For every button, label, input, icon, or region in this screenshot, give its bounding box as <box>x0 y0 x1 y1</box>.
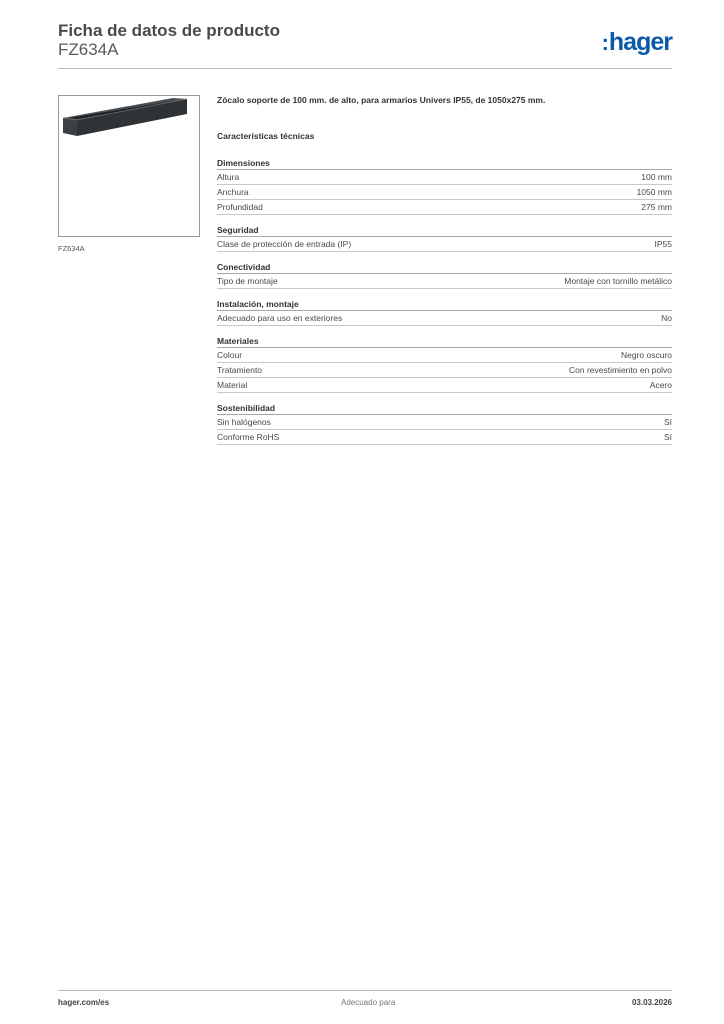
spec-label: Tratamiento <box>217 365 263 375</box>
section-title: Dimensiones <box>217 157 672 170</box>
spec-label: Clase de protección de entrada (IP) <box>217 239 352 249</box>
spec-row <box>217 200 672 215</box>
spec-value: No <box>661 313 672 323</box>
spec-row <box>217 363 672 378</box>
spec-label: Conforme RoHS <box>217 432 280 442</box>
spec-row <box>217 170 672 185</box>
product-description: Zócalo soporte de 100 mm. de alto, para armarios Univers IP55, de 1050x275 mm. <box>217 95 546 105</box>
spec-section <box>217 261 672 289</box>
spec-label: Anchura <box>217 187 249 197</box>
spec-value: Sí <box>663 432 672 442</box>
spec-value: 100 mm <box>641 172 672 182</box>
spec-row <box>217 237 672 252</box>
section-title: Instalación, montaje <box>217 298 672 311</box>
page-title: Ficha de datos de producto <box>58 21 280 40</box>
spec-value: 1050 mm <box>636 187 672 197</box>
section-title: Conectividad <box>217 261 672 274</box>
spec-label: Tipo de montaje <box>217 276 278 286</box>
spec-label: Profundidad <box>217 202 263 212</box>
spec-section <box>217 402 672 445</box>
spec-label: Colour <box>217 350 243 360</box>
footer-website: hager.com/es <box>58 998 110 1007</box>
image-caption: FZ634A <box>58 244 85 253</box>
plinth-side-face <box>63 118 77 136</box>
plinth-front-face <box>77 99 187 136</box>
spec-value: Acero <box>649 380 672 390</box>
spec-section <box>217 298 672 326</box>
section-title: Seguridad <box>217 224 672 237</box>
spec-label: Adecuado para uso en exteriores <box>217 313 343 323</box>
spec-row <box>217 415 672 430</box>
logo-text: hager <box>608 28 672 56</box>
footer-divider <box>58 990 672 991</box>
product-code: FZ634A <box>58 40 119 59</box>
spec-label: Altura <box>217 172 240 182</box>
product-image <box>58 95 200 237</box>
spec-label: Sin halógenos <box>217 417 271 427</box>
spec-row <box>217 185 672 200</box>
plinth-illustration <box>59 96 199 236</box>
spec-value: Con revestimiento en polvo <box>568 365 672 375</box>
spec-value: Montaje con tornillo metálico <box>564 276 672 286</box>
logo-colon: : <box>601 30 608 55</box>
section-title: Materiales <box>217 335 672 348</box>
spec-sections <box>217 157 672 445</box>
header-divider <box>58 68 672 69</box>
hager-logo <box>602 28 672 57</box>
section-title: Sostenibilidad <box>217 402 672 415</box>
content-area <box>217 95 672 454</box>
spec-value: Negro oscuro <box>620 350 672 360</box>
tech-heading: Características técnicas <box>217 131 315 141</box>
spec-row <box>217 378 672 393</box>
spec-value: 275 mm <box>641 202 672 212</box>
footer-center-text: Adecuado para <box>341 998 396 1007</box>
spec-section <box>217 335 672 393</box>
footer-date: 03.03.2026 <box>631 998 672 1007</box>
spec-section <box>217 224 672 252</box>
spec-value: IP55 <box>654 239 672 249</box>
spec-row <box>217 348 672 363</box>
spec-row <box>217 430 672 445</box>
spec-row <box>217 311 672 326</box>
spec-value: Sí <box>663 417 672 427</box>
spec-label: Material <box>217 380 248 390</box>
spec-row <box>217 274 672 289</box>
spec-section <box>217 157 672 215</box>
